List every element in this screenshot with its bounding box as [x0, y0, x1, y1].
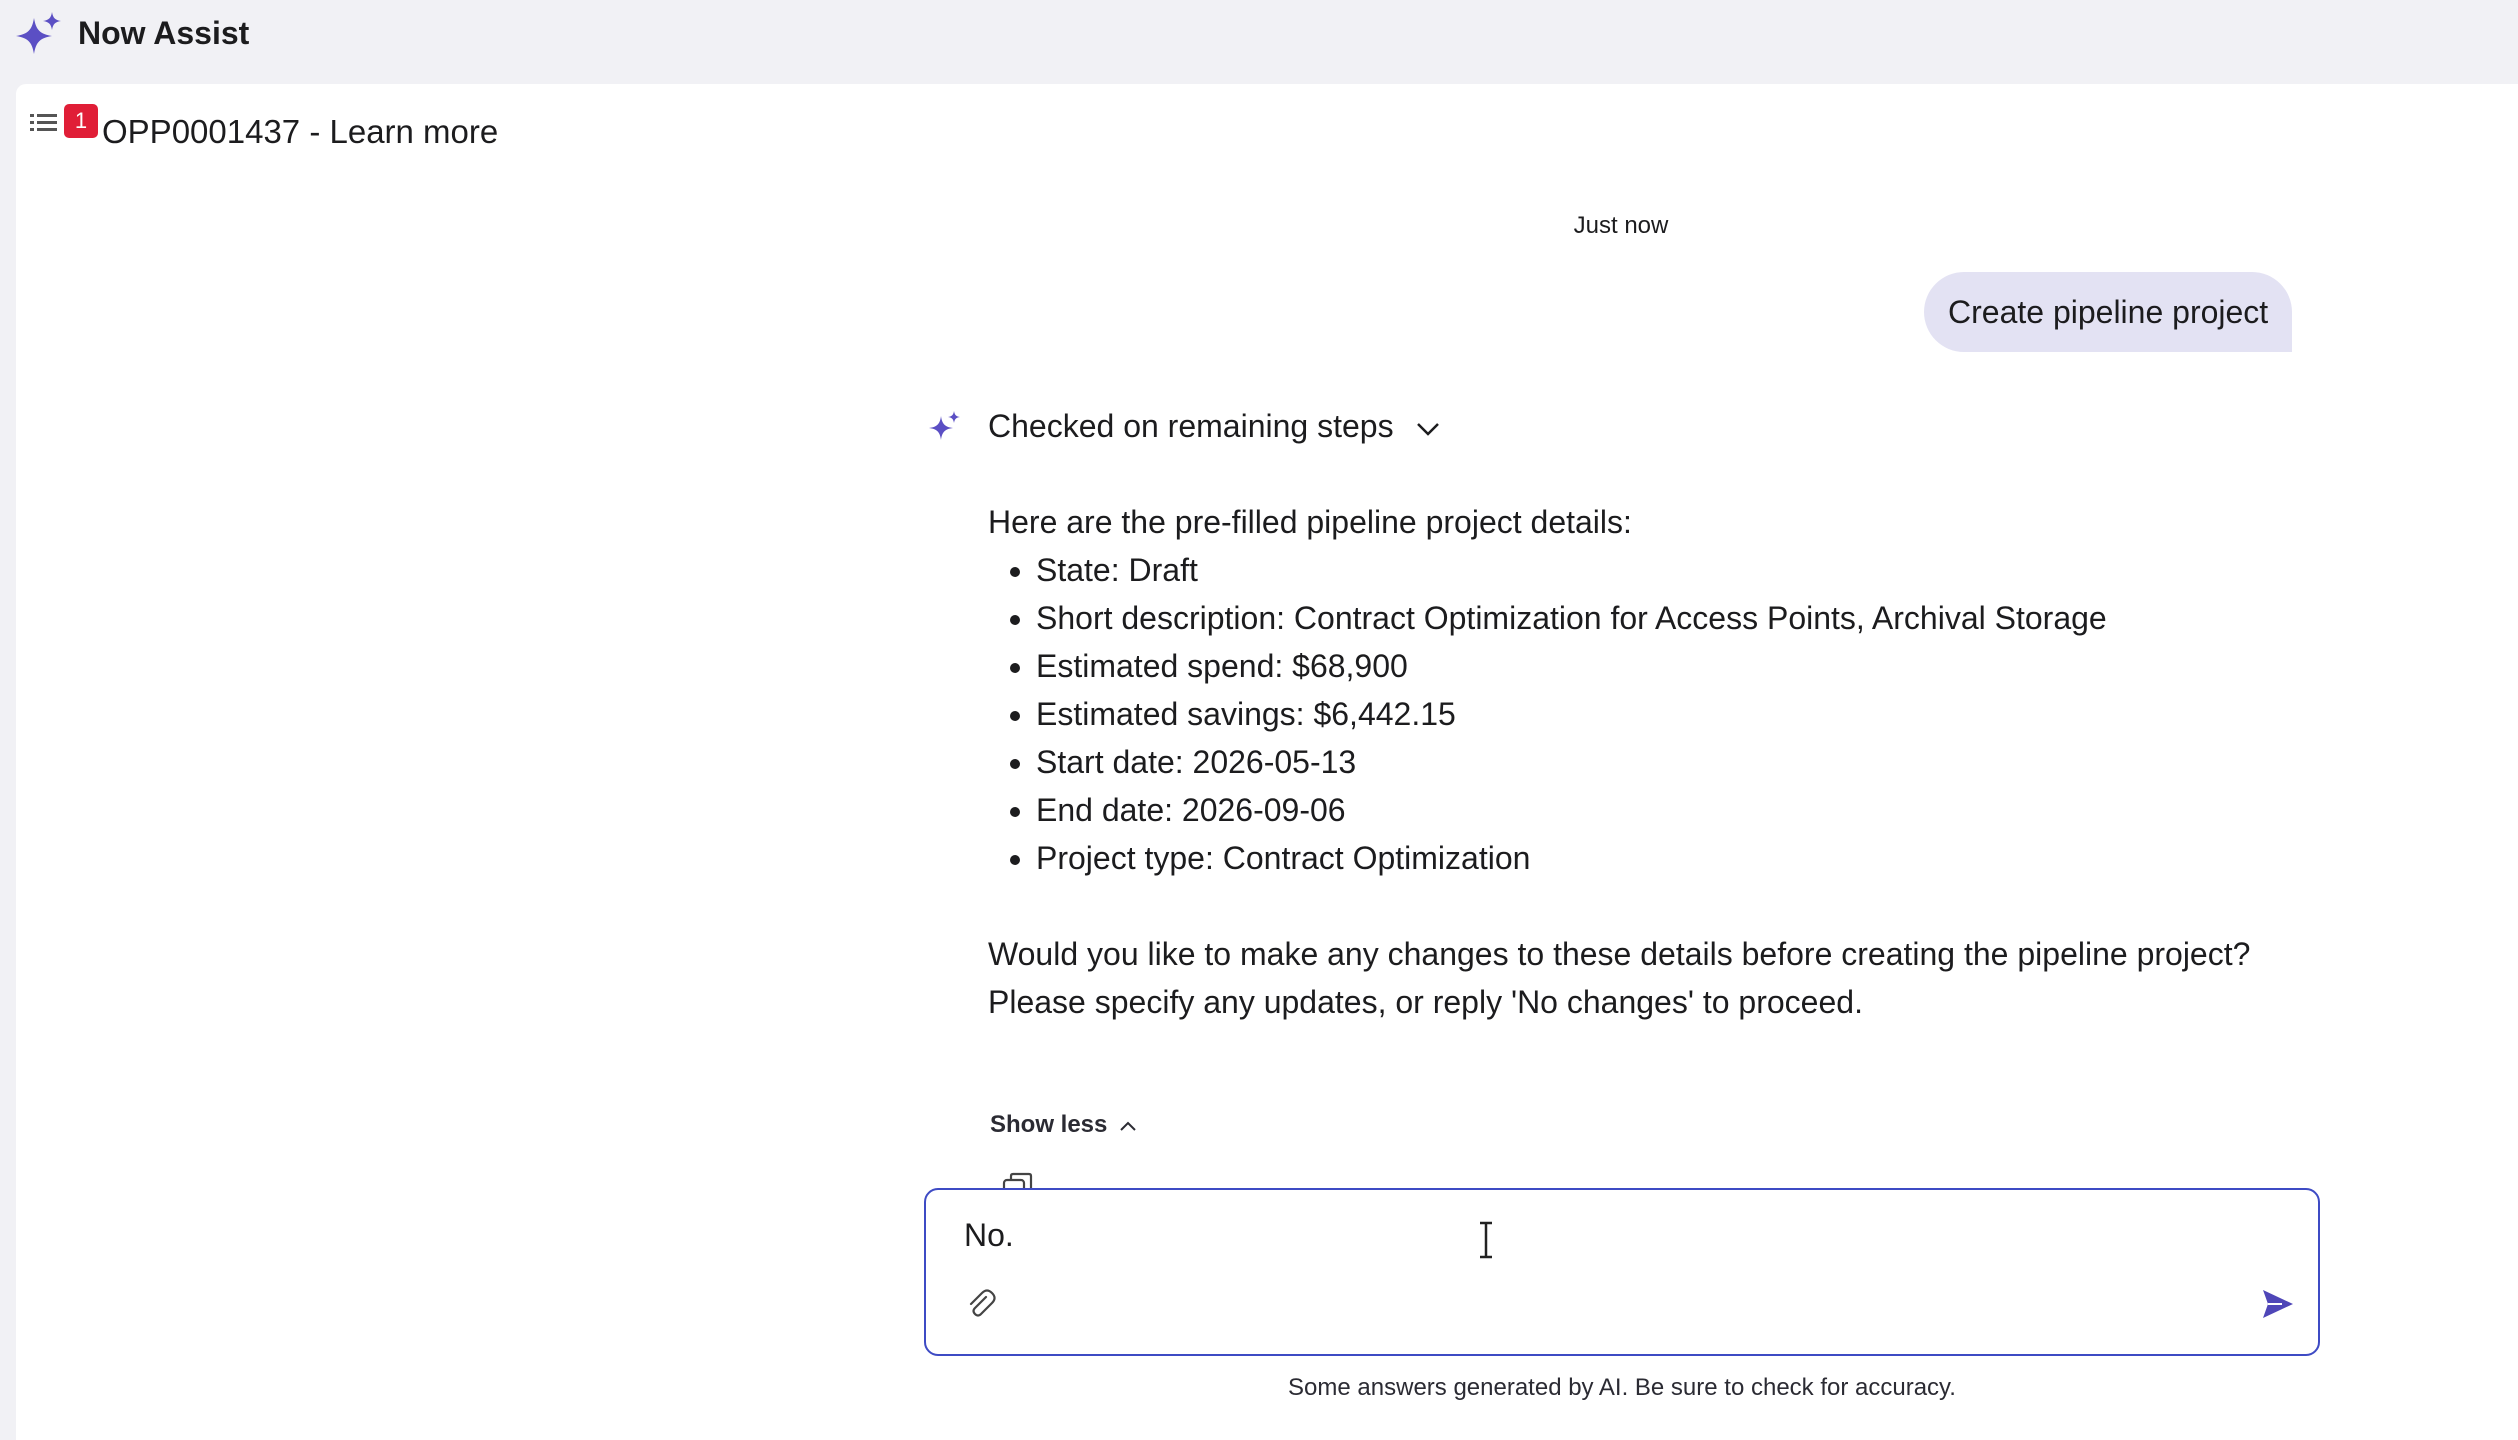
response-intro: Here are the pre-filled pipeline project details: — [988, 504, 1632, 540]
list-item: • Start date: 2026-05-13 — [1036, 738, 2308, 786]
response-instruction: Please specify any updates, or reply 'No changes' to proceed. — [988, 984, 1863, 1020]
details-list — [988, 546, 2308, 882]
steps-label: Checked on remaining steps — [988, 408, 1394, 444]
message-composer — [924, 1188, 2320, 1356]
list-item: • Estimated spend: $68,900 — [1036, 642, 2308, 690]
list-item: • End date: 2026-09-06 — [1036, 786, 2308, 834]
list-item: • Project type: Contract Optimization — [1036, 834, 2308, 882]
chevron-up-icon — [1120, 1121, 1136, 1131]
notification-badge: 1 — [64, 104, 98, 138]
assistant-response — [988, 498, 2308, 1026]
user-message-bubble: Create pipeline project — [1924, 272, 2292, 352]
show-less-label: Show less — [990, 1111, 1108, 1138]
paperclip-icon[interactable] — [964, 1288, 998, 1322]
sparkle-icon — [16, 10, 64, 58]
list-item: • Estimated savings: $6,442.15 — [1036, 690, 2308, 738]
assistant-sparkle-icon — [928, 410, 962, 444]
app-title: Now Assist — [78, 15, 250, 51]
send-icon[interactable] — [2260, 1286, 2296, 1322]
show-less-button[interactable] — [990, 1108, 1136, 1142]
message-input[interactable] — [964, 1210, 2204, 1260]
text-cursor-icon — [1478, 1220, 1494, 1260]
app-header — [0, 0, 2518, 84]
message-timestamp: Just now — [1573, 212, 1669, 239]
list-icon[interactable] — [30, 112, 58, 134]
ai-disclaimer: Some answers generated by AI. Be sure to check for accuracy. — [1288, 1374, 1956, 1401]
list-item: • Short description: Contract Optimization for Access Points, Archival Storage — [1036, 594, 2308, 642]
conversation-title[interactable]: OPP0001437 - Learn more — [102, 113, 499, 150]
list-item: • State: Draft — [1036, 546, 2308, 594]
steps-toggle[interactable] — [988, 404, 1440, 448]
response-question: Would you like to make any changes to these details before creating the pipeline project? — [988, 936, 2251, 972]
chevron-down-icon — [1416, 422, 1440, 436]
chat-panel — [16, 84, 2518, 1440]
